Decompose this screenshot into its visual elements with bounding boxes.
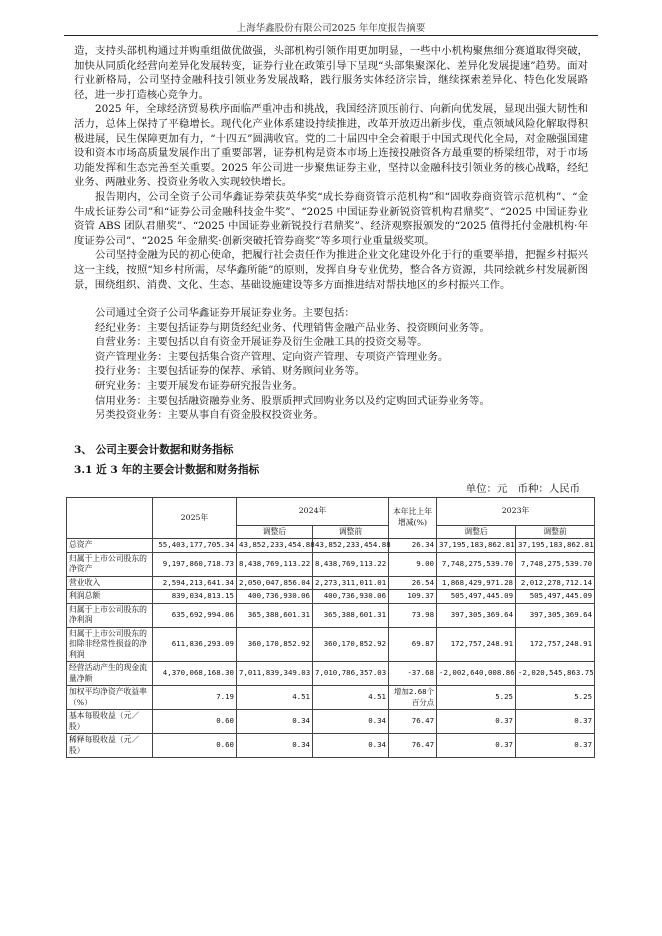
cell-value: 76.47	[389, 710, 437, 734]
cell-value: 400,736,930.06	[237, 590, 313, 604]
paragraph: 公司坚持金融为民的初心使命，把履行社会责任作为推进企业文化建设外化于行的重要举措，把握乡村振兴这一主线，按照“知乡村所需，尽华鑫所能”的原则，发挥自身专业优势，整合各方资源，共同绘就乡村发展新图景，围绕组织、消费、文化、生态、基础设施建设等多方面推进结对帮扶地区的乡村振兴工作。	[74, 249, 588, 291]
cell-value: 5.25	[516, 686, 595, 710]
cell-value: 55,403,177,705.34	[153, 539, 237, 553]
cell-value: 4,370,068,168.30	[153, 662, 237, 686]
cell-value: 0.60	[153, 710, 237, 734]
cell-value: 0.37	[516, 710, 595, 734]
page-header: 上海华鑫股份有限公司2025 年年度报告摘要	[236, 23, 426, 34]
cell-value: 增加2.68个百分点	[389, 686, 437, 710]
cell-value: 839,034,813.15	[153, 590, 237, 604]
cell-value: -2,020,545,863.75	[516, 662, 595, 686]
cell-value: 7,010,786,357.03	[313, 662, 389, 686]
cell-value: 0.37	[437, 710, 516, 734]
row-label: 稀释每股收益（元／股）	[67, 734, 153, 758]
table-header-item	[67, 497, 153, 539]
table-header-2025: 2025年	[153, 497, 237, 539]
cell-value: 172,757,248.91	[516, 627, 595, 662]
table-header-2023: 2023年	[437, 497, 595, 525]
cell-value: 37,195,183,862.81	[437, 539, 516, 553]
paragraph: 2025 年，全球经济贸易秩序面临严重冲击和挑战，我国经济顶压前行、向新向优发展，显现出强大韧性和活力，总体上保持了平稳增长。现代化产业体系建设持续推进，改革开放迈出新步伐，重点领域风险化解取得积极进展，民生保障更加有力，“十四五”圆满收官。党的二十届四中全会着眼于中国式现代化全局，对金融强国建设和资本市场高质量发展作出了重要部署，证券机构是资本市场上连接投融资各方最重要的桥梁纽带，对于市场功能发挥和生态完善至关重要。2025 年公司进一步聚焦证券主业，坚持以金融科技引领业务的核心战略，经纪业务、两融业务、投资业务收入实现较快增长。	[74, 103, 588, 189]
cell-value: 7.19	[153, 686, 237, 710]
cell-value: 172,757,248.91	[437, 627, 516, 662]
cell-value: 0.34	[313, 710, 389, 734]
business-line: 投行业务：主要包括证券的保荐、承销、财务顾问业务等。	[95, 365, 366, 378]
cell-value: 505,497,445.09	[516, 590, 595, 604]
cell-value: 8,438,769,113.22	[313, 552, 389, 576]
table-row	[67, 576, 595, 590]
cell-value: 37,195,183,862.81	[516, 539, 595, 553]
table-header-before-adjustment: 调整前	[313, 525, 389, 539]
cell-value: 0.34	[237, 710, 313, 734]
row-label: 利润总额	[67, 590, 153, 604]
cell-value: 73.98	[389, 603, 437, 627]
cell-value: 397,305,369.64	[516, 603, 595, 627]
table-row	[67, 734, 595, 758]
table-header-before-adjustment: 调整前	[516, 525, 595, 539]
cell-value: 397,305,369.64	[437, 603, 516, 627]
table-row	[67, 627, 595, 662]
cell-value: 365,388,601.31	[313, 603, 389, 627]
cell-value: 2,594,213,641.34	[153, 576, 237, 590]
cell-value: -37.68	[389, 662, 437, 686]
table-header-adjusted: 调整后	[437, 525, 516, 539]
cell-value: 2,273,311,011.01	[313, 576, 389, 590]
cell-value: 8,438,769,113.22	[237, 552, 313, 576]
cell-value: 7,748,275,539.70	[516, 552, 595, 576]
row-label: 总资产	[67, 539, 153, 553]
business-line: 另类投资业务：主要从事自有资金股权投资业务。	[95, 409, 324, 422]
cell-value: 4.51	[237, 686, 313, 710]
table-row	[67, 539, 595, 553]
table-header-2024: 2024年	[237, 497, 389, 525]
business-line: 公司通过全资子公司华鑫证券开展证券业务。主要包括：	[95, 307, 355, 320]
table-row	[67, 710, 595, 734]
cell-value: 0.60	[153, 734, 237, 758]
cell-value: 360,170,852.92	[313, 627, 389, 662]
cell-value: 400,736,930.06	[313, 590, 389, 604]
cell-value: 2,050,047,856.04	[237, 576, 313, 590]
cell-value: 1,868,429,971.28	[437, 576, 516, 590]
cell-value: 365,388,601.31	[237, 603, 313, 627]
row-label: 加权平均净资产收益率（%）	[67, 686, 153, 710]
row-label: 归属于上市公司股东的净资产	[67, 552, 153, 576]
cell-value: 0.37	[516, 734, 595, 758]
cell-value: 109.37	[389, 590, 437, 604]
cell-value: 611,836,293.09	[153, 627, 237, 662]
row-label: 归属于上市公司股东的净利润	[67, 603, 153, 627]
financial-data-table	[66, 497, 595, 759]
cell-value: 26.54	[389, 576, 437, 590]
table-row	[67, 590, 595, 604]
table-header-change: 本年比上年增减(%)	[389, 497, 437, 539]
subsection-heading: 3.1 近 3 年的主要会计数据和财务指标	[74, 464, 260, 477]
row-label: 经营活动产生的现金流量净额	[67, 662, 153, 686]
cell-value: 505,497,445.09	[437, 590, 516, 604]
header-divider	[64, 35, 598, 36]
cell-value: 7,748,275,539.70	[437, 552, 516, 576]
cell-value: 43,852,233,454.88	[237, 539, 313, 553]
business-line: 经纪业务：主要包括证券与期货经纪业务、代理销售金融产品业务、投资顾问业务等。	[95, 321, 490, 334]
cell-value: 76.47	[389, 734, 437, 758]
table-row	[67, 686, 595, 710]
row-label: 营业收入	[67, 576, 153, 590]
cell-value: 4.51	[313, 686, 389, 710]
cell-value: 0.37	[437, 734, 516, 758]
row-label: 基本每股收益（元／股）	[67, 710, 153, 734]
business-line: 研究业务：主要开展发布证券研究报告业务。	[95, 380, 303, 393]
cell-value: 7,011,839,349.03	[237, 662, 313, 686]
business-line: 自营业务：主要包括以自有资金开展证券及衍生金融工具的投资交易等。	[95, 336, 428, 349]
cell-value: 0.34	[237, 734, 313, 758]
document-body	[69, 44, 594, 758]
table-row	[67, 662, 595, 686]
business-lines	[74, 306, 588, 423]
cell-value: -2,002,640,008.86	[437, 662, 516, 686]
unit-note: 单位：元 币种：人民币	[465, 483, 580, 496]
business-line: 资产管理业务：主要包括集合资产管理、定向资产管理、专项资产管理业务。	[95, 350, 449, 363]
table-row	[67, 552, 595, 576]
cell-value: 5.25	[437, 686, 516, 710]
cell-value: 0.34	[313, 734, 389, 758]
cell-value: 43,852,233,454.88	[313, 539, 389, 553]
table-row	[67, 603, 595, 627]
cell-value: 635,692,994.06	[153, 603, 237, 627]
cell-value: 26.34	[389, 539, 437, 553]
business-line: 信用业务：主要包括融资融券业务、股票质押式回购业务以及约定购回式证券业务等。	[95, 394, 490, 407]
section-heading: 3、 公司主要会计数据和财务指标	[74, 443, 234, 456]
paragraph: 造，支持头部机构通过并购重组做优做强，头部机构引领作用更加明显，一些中小机构聚焦细分赛道取得突破，加快从同质化经营向差异化发展转变，证券行业在政策引导下呈现“头部集聚深化、差异化发展提速”趋势。面对行业新格局，公司坚持金融科技引领业务发展战略，践行服务实体经济宗旨，继续探索差异化、特色化发展路径，进一步打造核心竞争力。	[74, 45, 588, 101]
paragraph: 报告期内，公司全资子公司华鑫证券荣获英华奖“成长券商资管示范机构”和“固收券商资管示范机构”、“金牛成长证券公司”和“证券公司金融科技金牛奖”、“2025 中国证券业新锐资管机构君鼎奖”、“2025 中国证券业资管 ABS 团队君鼎奖”、“2025 中国证券业新锐投行君鼎奖”、经济观察报颁发的“2025 值得托付金融机构·年度证券公司”、“2025 年金鼎奖·创新突破托管券商奖”等多项行业重量级奖项。	[74, 190, 588, 247]
cell-value: 9,197,860,718.73	[153, 552, 237, 576]
cell-value: 9.00	[389, 552, 437, 576]
cell-value: 2,012,278,712.14	[516, 576, 595, 590]
table-header-adjusted: 调整后	[237, 525, 313, 539]
row-label: 归属于上市公司股东的扣除非经常性损益的净利润	[67, 627, 153, 662]
cell-value: 360,170,852.92	[237, 627, 313, 662]
cell-value: 69.87	[389, 627, 437, 662]
